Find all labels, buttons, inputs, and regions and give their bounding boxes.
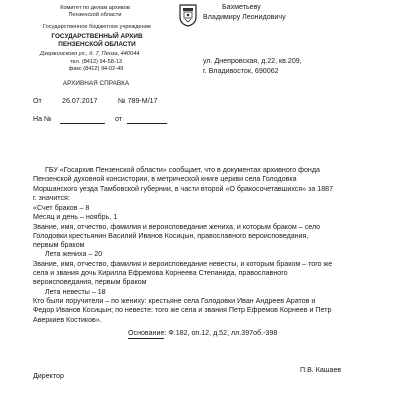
signatory-name: П.В. Кашаев bbox=[300, 366, 342, 374]
basis-line bbox=[128, 329, 277, 339]
record-line: Месяц и день – ноябрь, 1 bbox=[33, 213, 118, 222]
reference-number-label: На № bbox=[33, 115, 52, 123]
record-line: первым браком bbox=[33, 241, 85, 250]
record-line: Звание, имя, отчество, фамилия и вероисповедание невесты, и которым браком – того же bbox=[33, 259, 333, 268]
record-line: Лета невесты – 18 bbox=[45, 287, 106, 296]
archive-fax: факс (8412) 94-02-49 bbox=[68, 66, 124, 72]
intro-line: ГБУ «Госархив Пензенской области» сообщает, что в документах архивного фонда bbox=[45, 166, 320, 174]
committee-line-2: Пензенской области bbox=[68, 12, 122, 18]
reference-date-blank bbox=[127, 123, 167, 124]
record-line: вероисповедания, первым браком bbox=[33, 278, 147, 287]
recipient-city: г. Владивосток, 690062 bbox=[203, 67, 279, 75]
record-line: села и звания дочь Кирилла Ефремова Корнеева Степанида, православного bbox=[33, 269, 288, 278]
signatory-position: Директор bbox=[33, 372, 64, 380]
record-line: Звание, имя, отчество, фамилия и вероисповедание жениха, и которым браком – село bbox=[33, 222, 321, 231]
recipient-name: Владимиру Леонидовичу bbox=[203, 13, 286, 21]
intro-line: Моршанского уезда Тамбовской губернии, в части второй «О бракосочетавшихся» за 1887 bbox=[33, 184, 334, 193]
archive-name-line-2: ПЕНЗЕНСКОЙ ОБЛАСТИ bbox=[58, 41, 136, 48]
record-line: Кто были поручители – по жениху: крестьяне села Голодовки Иван Андреев Аратов и bbox=[33, 296, 316, 305]
archive-address: Дзержинского ул., д. 7, Пенза, 440044 bbox=[40, 51, 140, 57]
basis-label: Основание bbox=[128, 329, 164, 339]
record-line: Аверкиев Костиков». bbox=[33, 315, 102, 324]
record-line: Федор Иванов Косицын; по невесте: того же села и звания Петр Ефремов Корнеев и Петр bbox=[33, 306, 332, 315]
committee-line-1: Комитет по делам архивов bbox=[60, 5, 130, 11]
record-line: Голодовки крестьянин Василий Иванов Косицын, православного вероисповедания, bbox=[33, 231, 309, 240]
institution-type: Государственное бюджетное учреждение bbox=[43, 24, 151, 30]
recipient-street: ул. Днепровская, д.22, кв.209, bbox=[203, 57, 302, 65]
record-line: «Счет браков – 8 bbox=[33, 204, 90, 212]
archive-name-line-1: ГОСУДАРСТВЕННЫЙ АРХИВ bbox=[51, 33, 143, 40]
coat-of-arms-icon bbox=[178, 3, 198, 27]
document-type-title: АРХИВНАЯ СПРАВКА bbox=[62, 80, 130, 87]
intro-paragraph bbox=[33, 166, 383, 203]
reference-date-label: от bbox=[115, 115, 123, 123]
certificate-number: № 789-М/17 bbox=[118, 97, 158, 105]
date-label: От bbox=[33, 97, 42, 105]
recipient-surname: Бахметьеву bbox=[222, 3, 261, 11]
reference-number-blank bbox=[60, 123, 105, 124]
intro-line: Пензенской духовной консистории, в метрической книге церкви села Голодовка bbox=[33, 175, 297, 184]
record-block bbox=[33, 204, 383, 325]
record-line: Лета жениха – 20 bbox=[45, 250, 103, 259]
archive-phone: тел. (8412) 94-58-13 bbox=[70, 59, 122, 65]
intro-line: г. значится: bbox=[33, 193, 70, 202]
basis-text: : Ф.182, оп.12, д.52, лл.397об.-398 bbox=[164, 329, 278, 337]
certificate-date: 26.07.2017 bbox=[62, 97, 98, 105]
